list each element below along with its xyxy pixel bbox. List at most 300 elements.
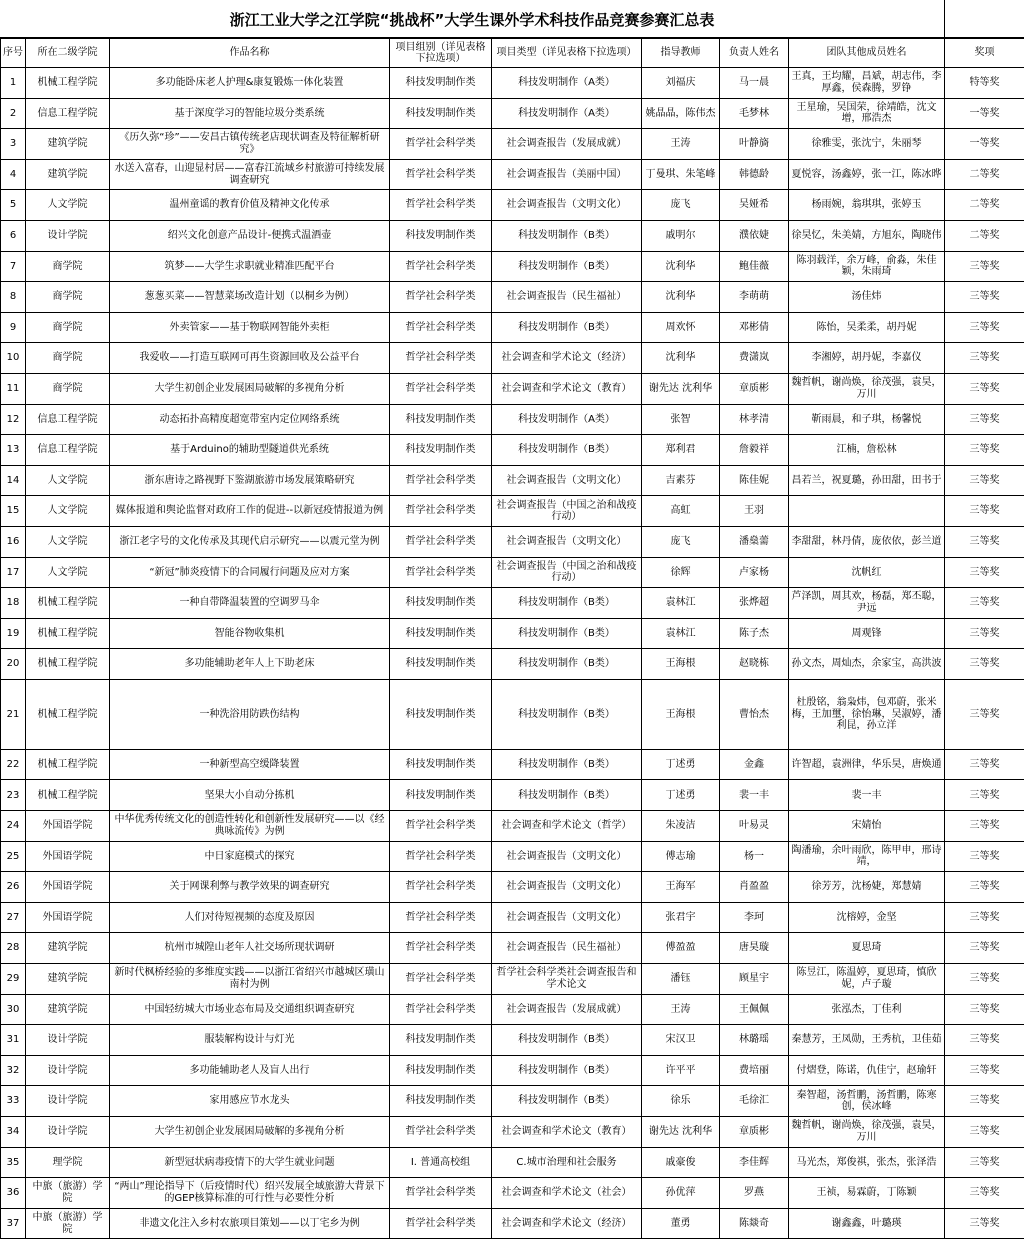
- cell-index: 34: [1, 1117, 26, 1148]
- cell-group: 哲学社会科学类: [390, 526, 492, 557]
- cell-leader: 陈燚奇: [720, 1208, 789, 1239]
- cell-type: 科技发明制作（B类）: [492, 588, 642, 619]
- cell-award: 三等奖: [945, 1117, 1024, 1148]
- cell-college: 外国语学院: [26, 811, 110, 842]
- cell-advisor: 戚豪俊: [642, 1147, 720, 1178]
- cell-award: 三等奖: [945, 1178, 1024, 1209]
- cell-leader: 叶易灵: [720, 811, 789, 842]
- cell-college: 设计学院: [26, 1025, 110, 1056]
- cell-college: 建筑学院: [26, 159, 110, 190]
- cell-advisor: 姚晶晶，陈伟杰: [642, 98, 720, 129]
- cell-leader: 章质彬: [720, 373, 789, 404]
- table-row: [1, 964, 1024, 995]
- cell-group: 科技发明制作类: [390, 404, 492, 435]
- cell-index: 17: [1, 557, 26, 588]
- cell-index: 33: [1, 1086, 26, 1117]
- header-work-name: 作品名称: [110, 39, 390, 68]
- cell-advisor: 周欢怀: [642, 312, 720, 343]
- cell-type: 哲学社会科学类社会调查报告和学术论文: [492, 964, 642, 995]
- table-row: [1, 251, 1024, 282]
- cell-type: 社会调查和学术论文（经济）: [492, 1208, 642, 1239]
- cell-type: 社会调查报告（发展成就）: [492, 129, 642, 160]
- cell-group: 哲学社会科学类: [390, 465, 492, 496]
- cell-college: 商学院: [26, 343, 110, 374]
- cell-advisor: 王涛: [642, 994, 720, 1025]
- cell-work-name: 一种新型高空缓降装置: [110, 749, 390, 780]
- cell-members: 陈羽载洋，余万峰，俞淼，朱佳颖，朱雨琦: [789, 251, 945, 282]
- cell-award: 三等奖: [945, 251, 1024, 282]
- cell-type: 科技发明制作（A类）: [492, 98, 642, 129]
- cell-index: 10: [1, 343, 26, 374]
- table-row: [1, 618, 1024, 649]
- cell-members: 付熠登，陈诺，仇佳宁，赵瑜轩: [789, 1055, 945, 1086]
- cell-type: 社会调查报告（文明文化）: [492, 841, 642, 872]
- cell-leader: 濮依婕: [720, 220, 789, 251]
- table-row: [1, 933, 1024, 964]
- cell-members: 裴一丰: [789, 780, 945, 811]
- cell-leader: 赵晓栋: [720, 649, 789, 680]
- cell-advisor: 袁林江: [642, 588, 720, 619]
- cell-index: 24: [1, 811, 26, 842]
- table-row: [1, 1147, 1024, 1178]
- cell-group: 科技发明制作类: [390, 780, 492, 811]
- cell-leader: 李佳辉: [720, 1147, 789, 1178]
- cell-index: 15: [1, 496, 26, 527]
- cell-work-name: 媒体报道和舆论监督对政府工作的促进--以新冠疫情报道为例: [110, 496, 390, 527]
- cell-leader: 潘燊薷: [720, 526, 789, 557]
- cell-work-name: 坚果大小自动分拣机: [110, 780, 390, 811]
- cell-members: 李湘婷，胡丹妮，李嘉仪: [789, 343, 945, 374]
- cell-work-name: 动态拓扑高精度超宽带室内定位网络系统: [110, 404, 390, 435]
- cell-members: 周观锋: [789, 618, 945, 649]
- cell-college: 设计学院: [26, 220, 110, 251]
- cell-group: 哲学社会科学类: [390, 373, 492, 404]
- cell-leader: 卢家杨: [720, 557, 789, 588]
- cell-college: 机械工程学院: [26, 68, 110, 99]
- header-index: 序号: [1, 39, 26, 68]
- cell-work-name: 多功能辅助老人及盲人出行: [110, 1055, 390, 1086]
- cell-college: 建筑学院: [26, 994, 110, 1025]
- header-leader: 负责人姓名: [720, 39, 789, 68]
- cell-award: 三等奖: [945, 1086, 1024, 1117]
- cell-college: 外国语学院: [26, 841, 110, 872]
- cell-college: 人文学院: [26, 465, 110, 496]
- cell-leader: 韩德龄: [720, 159, 789, 190]
- cell-award: 三等奖: [945, 1055, 1024, 1086]
- table-row: [1, 190, 1024, 221]
- cell-leader: 顾星宇: [720, 964, 789, 995]
- cell-work-name: 服装解构设计与灯光: [110, 1025, 390, 1056]
- cell-advisor: 孙优萍: [642, 1178, 720, 1209]
- table-row: [1, 373, 1024, 404]
- cell-type: 科技发明制作（B类）: [492, 312, 642, 343]
- cell-index: 27: [1, 902, 26, 933]
- cell-award: 三等奖: [945, 588, 1024, 619]
- cell-work-name: 筑梦——大学生求职就业精准匹配平台: [110, 251, 390, 282]
- cell-type: 科技发明制作（B类）: [492, 251, 642, 282]
- title-right-cell: [944, 0, 945, 38]
- cell-members: 江楠，詹松林: [789, 435, 945, 466]
- cell-advisor: 许平平: [642, 1055, 720, 1086]
- cell-work-name: 基于深度学习的智能垃圾分类系统: [110, 98, 390, 129]
- cell-members: 张泓杰，丁佳利: [789, 994, 945, 1025]
- table-row: [1, 1086, 1024, 1117]
- cell-advisor: 谢先达 沈利华: [642, 1117, 720, 1148]
- cell-work-name: 多功能辅助老年人上下助老床: [110, 649, 390, 680]
- header-college: 所在二级学院: [26, 39, 110, 68]
- cell-index: 9: [1, 312, 26, 343]
- cell-type: 社会调查和学术论文（教育）: [492, 373, 642, 404]
- table-body: [1, 68, 1024, 1239]
- table-row: [1, 282, 1024, 313]
- cell-index: 28: [1, 933, 26, 964]
- cell-index: 13: [1, 435, 26, 466]
- cell-index: 35: [1, 1147, 26, 1178]
- cell-type: 社会调查报告（文明文化）: [492, 465, 642, 496]
- cell-group: 科技发明制作类: [390, 749, 492, 780]
- cell-members: 徐昊忆，朱美婧，方旭东，陶晓伟: [789, 220, 945, 251]
- table-row: [1, 526, 1024, 557]
- sheet-title: 浙江工业大学之江学院“挑战杯”大学生课外学术科技作品竞赛参赛汇总表: [229, 10, 715, 29]
- cell-index: 11: [1, 373, 26, 404]
- table-row: [1, 159, 1024, 190]
- table-row: [1, 435, 1024, 466]
- cell-index: 31: [1, 1025, 26, 1056]
- table-row: [1, 749, 1024, 780]
- cell-advisor: 沈利华: [642, 282, 720, 313]
- cell-college: 设计学院: [26, 1117, 110, 1148]
- cell-leader: 唐昊璇: [720, 933, 789, 964]
- cell-college: 信息工程学院: [26, 404, 110, 435]
- cell-advisor: 吉素芬: [642, 465, 720, 496]
- cell-group: 科技发明制作类: [390, 98, 492, 129]
- cell-advisor: 王涛: [642, 129, 720, 160]
- cell-type: 社会调查报告（中国之治和战疫行动）: [492, 496, 642, 527]
- cell-members: 许智超，袁洲律，华乐昊，唐焕通: [789, 749, 945, 780]
- cell-type: 社会调查报告（美丽中国）: [492, 159, 642, 190]
- cell-members: 沈榕婷，金坚: [789, 902, 945, 933]
- cell-members: [789, 496, 945, 527]
- cell-advisor: 沈利华: [642, 251, 720, 282]
- table-row: [1, 780, 1024, 811]
- cell-college: 机械工程学院: [26, 749, 110, 780]
- cell-type: 科技发明制作（A类）: [492, 404, 642, 435]
- cell-group: 哲学社会科学类: [390, 282, 492, 313]
- cell-leader: 陈佳妮: [720, 465, 789, 496]
- cell-advisor: 张智: [642, 404, 720, 435]
- cell-work-name: 多功能卧床老人护理&康复锻炼一体化装置: [110, 68, 390, 99]
- cell-group: 哲学社会科学类: [390, 872, 492, 903]
- cell-members: 夏悦容，汤鑫婷，张一江，陈冰晔: [789, 159, 945, 190]
- cell-type: 科技发明制作（B类）: [492, 618, 642, 649]
- cell-leader: 金鑫: [720, 749, 789, 780]
- cell-index: 4: [1, 159, 26, 190]
- cell-leader: 林璐瑶: [720, 1025, 789, 1056]
- cell-college: 外国语学院: [26, 902, 110, 933]
- cell-members: 魏哲帆，谢尚焕，徐茂强，袁昊，万川: [789, 373, 945, 404]
- table-row: [1, 1208, 1024, 1239]
- cell-members: 王祯，易霖蔚，丁陈颖: [789, 1178, 945, 1209]
- cell-work-name: 智能谷物收集机: [110, 618, 390, 649]
- cell-advisor: 傅志瑜: [642, 841, 720, 872]
- table-row: [1, 312, 1024, 343]
- cell-college: 外国语学院: [26, 872, 110, 903]
- cell-award: 三等奖: [945, 404, 1024, 435]
- cell-college: 信息工程学院: [26, 98, 110, 129]
- cell-type: 科技发明制作（B类）: [492, 1086, 642, 1117]
- cell-college: 人文学院: [26, 496, 110, 527]
- header-type: 项目类型（详见表格下拉选项）: [492, 39, 642, 68]
- cell-members: 王星瑜，吴国荣，徐靖皓，沈文增，邢浩杰: [789, 98, 945, 129]
- cell-index: 25: [1, 841, 26, 872]
- cell-work-name: 中华优秀传统文化的创造性转化和创新性发展研究——以《经典咏流传》为例: [110, 811, 390, 842]
- cell-advisor: 谢先达 沈利华: [642, 373, 720, 404]
- cell-index: 7: [1, 251, 26, 282]
- cell-award: 三等奖: [945, 1208, 1024, 1239]
- cell-advisor: 庞飞: [642, 526, 720, 557]
- summary-table: [0, 38, 1024, 1239]
- header-row: [1, 39, 1024, 68]
- cell-members: 沈帆红: [789, 557, 945, 588]
- cell-members: 宋婧怡: [789, 811, 945, 842]
- cell-members: 谢鑫鑫，叶璐瑛: [789, 1208, 945, 1239]
- cell-advisor: 朱凌洁: [642, 811, 720, 842]
- cell-members: 秦智超，汤哲鹏，汤哲鹏，陈寒创，侯冰峰: [789, 1086, 945, 1117]
- table-row: [1, 68, 1024, 99]
- cell-index: 14: [1, 465, 26, 496]
- cell-type: 社会调查和学术论文（社会）: [492, 1178, 642, 1209]
- cell-award: 三等奖: [945, 282, 1024, 313]
- cell-advisor: 董勇: [642, 1208, 720, 1239]
- cell-index: 23: [1, 780, 26, 811]
- cell-work-name: 大学生初创企业发展困局破解的多视角分析: [110, 1117, 390, 1148]
- cell-index: 26: [1, 872, 26, 903]
- cell-award: 三等奖: [945, 649, 1024, 680]
- cell-type: 社会调查和学术论文（哲学）: [492, 811, 642, 842]
- cell-leader: 詹毅祥: [720, 435, 789, 466]
- cell-type: 社会调查报告（中国之治和战疫行动）: [492, 557, 642, 588]
- title-row: [0, 0, 1024, 38]
- cell-work-name: 新时代枫桥经验的多维度实践——以浙江省绍兴市越城区璜山南村为例: [110, 964, 390, 995]
- cell-group: 哲学社会科学类: [390, 190, 492, 221]
- cell-leader: 吴娅希: [720, 190, 789, 221]
- cell-advisor: 王海军: [642, 872, 720, 903]
- cell-members: 徐芳芳，沈杨婕，郑慧婧: [789, 872, 945, 903]
- cell-college: 商学院: [26, 312, 110, 343]
- cell-index: 20: [1, 649, 26, 680]
- cell-advisor: 戚明尔: [642, 220, 720, 251]
- cell-work-name: “两山”理论指导下（后疫情时代）绍兴发展全域旅游大背景下的GEP核算标准的可行性与必要性分析: [110, 1178, 390, 1209]
- cell-group: 哲学社会科学类: [390, 994, 492, 1025]
- cell-group: 哲学社会科学类: [390, 841, 492, 872]
- table-row: [1, 343, 1024, 374]
- cell-college: 机械工程学院: [26, 649, 110, 680]
- cell-group: 哲学社会科学类: [390, 343, 492, 374]
- cell-award: 二等奖: [945, 220, 1024, 251]
- cell-index: 18: [1, 588, 26, 619]
- cell-group: 哲学社会科学类: [390, 251, 492, 282]
- cell-leader: 李珂: [720, 902, 789, 933]
- cell-index: 37: [1, 1208, 26, 1239]
- cell-type: 社会调查报告（民生福祉）: [492, 282, 642, 313]
- cell-group: 科技发明制作类: [390, 588, 492, 619]
- cell-members: 杨雨婉，翁琪琪，张婷玉: [789, 190, 945, 221]
- cell-group: 科技发明制作类: [390, 1086, 492, 1117]
- cell-college: 机械工程学院: [26, 679, 110, 749]
- cell-leader: 张烨超: [720, 588, 789, 619]
- cell-group: 科技发明制作类: [390, 68, 492, 99]
- cell-group: 哲学社会科学类: [390, 159, 492, 190]
- cell-work-name: 外卖管家——基于物联网智能外卖柜: [110, 312, 390, 343]
- table-row: [1, 557, 1024, 588]
- cell-group: I. 普通高校组: [390, 1147, 492, 1178]
- cell-leader: 曹怡杰: [720, 679, 789, 749]
- cell-type: 科技发明制作（B类）: [492, 649, 642, 680]
- cell-leader: 叶静旖: [720, 129, 789, 160]
- cell-group: 哲学社会科学类: [390, 811, 492, 842]
- cell-group: 哲学社会科学类: [390, 933, 492, 964]
- cell-award: 三等奖: [945, 496, 1024, 527]
- table-row: [1, 1117, 1024, 1148]
- cell-college: 商学院: [26, 373, 110, 404]
- cell-leader: 王羽: [720, 496, 789, 527]
- table-row: [1, 1055, 1024, 1086]
- table-row: [1, 841, 1024, 872]
- cell-index: 19: [1, 618, 26, 649]
- cell-group: 科技发明制作类: [390, 618, 492, 649]
- cell-leader: 裴一丰: [720, 780, 789, 811]
- cell-members: 夏思琦: [789, 933, 945, 964]
- table-row: [1, 129, 1024, 160]
- table-row: [1, 404, 1024, 435]
- cell-award: 三等奖: [945, 343, 1024, 374]
- cell-type: C.城市治理和社会服务: [492, 1147, 642, 1178]
- cell-members: 汤佳炜: [789, 282, 945, 313]
- cell-leader: 马一晨: [720, 68, 789, 99]
- table-row: [1, 496, 1024, 527]
- table-row: [1, 872, 1024, 903]
- cell-advisor: 刘福庆: [642, 68, 720, 99]
- cell-work-name: 非遗文化注入乡村农旅项目策划——以丁宅乡为例: [110, 1208, 390, 1239]
- table-row: [1, 465, 1024, 496]
- cell-leader: 费潇岚: [720, 343, 789, 374]
- cell-type: 科技发明制作（B类）: [492, 435, 642, 466]
- cell-college: 机械工程学院: [26, 588, 110, 619]
- cell-index: 16: [1, 526, 26, 557]
- cell-award: 三等奖: [945, 618, 1024, 649]
- cell-index: 8: [1, 282, 26, 313]
- cell-members: 陈昱江，陈温婷，夏思琦，慎欣妮，卢子璇: [789, 964, 945, 995]
- cell-leader: 陈子杰: [720, 618, 789, 649]
- cell-college: 人文学院: [26, 190, 110, 221]
- cell-work-name: 温州童谣的教育价值及精神文化传承: [110, 190, 390, 221]
- cell-group: 科技发明制作类: [390, 1055, 492, 1086]
- cell-members: 靳雨晨，和子琪，杨馨悦: [789, 404, 945, 435]
- cell-group: 哲学社会科学类: [390, 129, 492, 160]
- cell-group: 科技发明制作类: [390, 649, 492, 680]
- cell-advisor: 王海根: [642, 649, 720, 680]
- cell-award: 三等奖: [945, 780, 1024, 811]
- cell-award: 特等奖: [945, 68, 1024, 99]
- cell-work-name: 水送入富春，山迎显村居——富春江流域乡村旅游可持续发展调查研究: [110, 159, 390, 190]
- cell-college: 商学院: [26, 251, 110, 282]
- cell-leader: 鲍佳薇: [720, 251, 789, 282]
- header-advisor: 指导教师: [642, 39, 720, 68]
- cell-members: 孙文杰，周灿杰，余家宝，高洪波: [789, 649, 945, 680]
- cell-group: 科技发明制作类: [390, 1025, 492, 1056]
- cell-members: 陶潘瑜，余叶雨欣，陈甲申，邢诗靖，: [789, 841, 945, 872]
- cell-index: 22: [1, 749, 26, 780]
- cell-award: 三等奖: [945, 811, 1024, 842]
- cell-award: 二等奖: [945, 190, 1024, 221]
- cell-award: 三等奖: [945, 749, 1024, 780]
- cell-college: 商学院: [26, 282, 110, 313]
- cell-advisor: 丁述勇: [642, 780, 720, 811]
- cell-award: 三等奖: [945, 964, 1024, 995]
- cell-work-name: 家用感应节水龙头: [110, 1086, 390, 1117]
- cell-award: 三等奖: [945, 465, 1024, 496]
- cell-type: 科技发明制作（B类）: [492, 1025, 642, 1056]
- cell-members: 秦慧芳，王凤勋，王秀杭，卫佳茹: [789, 1025, 945, 1056]
- cell-members: 徐雅雯，张沈宁，朱丽琴: [789, 129, 945, 160]
- cell-type: 社会调查报告（文明文化）: [492, 872, 642, 903]
- cell-index: 36: [1, 1178, 26, 1209]
- cell-award: 三等奖: [945, 872, 1024, 903]
- table-row: [1, 1178, 1024, 1209]
- cell-advisor: 高虹: [642, 496, 720, 527]
- cell-group: 哲学社会科学类: [390, 557, 492, 588]
- cell-advisor: 潘钰: [642, 964, 720, 995]
- cell-index: 6: [1, 220, 26, 251]
- cell-leader: 费培丽: [720, 1055, 789, 1086]
- cell-group: 哲学社会科学类: [390, 902, 492, 933]
- cell-college: 中旅（旅游）学院: [26, 1208, 110, 1239]
- cell-advisor: 傅盈盈: [642, 933, 720, 964]
- cell-group: 哲学社会科学类: [390, 964, 492, 995]
- cell-award: 三等奖: [945, 841, 1024, 872]
- cell-members: 陈怡，吴柔柔，胡丹妮: [789, 312, 945, 343]
- cell-award: 三等奖: [945, 933, 1024, 964]
- table-row: [1, 1025, 1024, 1056]
- cell-work-name: 《历久弥“珍”——安昌古镇传统老店现状调查及特征解析研究》: [110, 129, 390, 160]
- table-row: [1, 588, 1024, 619]
- cell-type: 社会调查报告（民生福祉）: [492, 933, 642, 964]
- cell-advisor: 宋汉卫: [642, 1025, 720, 1056]
- header-group: 项目组别（详见表格下拉选项）: [390, 39, 492, 68]
- header-award: 奖项: [945, 39, 1024, 68]
- cell-members: 李甜甜，林丹倩，庞依依，彭兰道: [789, 526, 945, 557]
- cell-advisor: 庞飞: [642, 190, 720, 221]
- cell-type: 科技发明制作（B类）: [492, 1055, 642, 1086]
- cell-advisor: 丁述勇: [642, 749, 720, 780]
- cell-award: 三等奖: [945, 679, 1024, 749]
- cell-work-name: 浙东唐诗之路视野下鉴湖旅游市场发展策略研究: [110, 465, 390, 496]
- cell-award: 二等奖: [945, 159, 1024, 190]
- cell-type: 社会调查和学术论文（经济）: [492, 343, 642, 374]
- table-row: [1, 994, 1024, 1025]
- cell-members: 马光杰，郑俊祺，张杰，张泽浩: [789, 1147, 945, 1178]
- cell-leader: 罗燕: [720, 1178, 789, 1209]
- cell-award: 一等奖: [945, 98, 1024, 129]
- cell-leader: 杨一: [720, 841, 789, 872]
- cell-work-name: 一种自带降温装置的空调罗马伞: [110, 588, 390, 619]
- cell-advisor: 郑利君: [642, 435, 720, 466]
- table-row: [1, 649, 1024, 680]
- cell-index: 21: [1, 679, 26, 749]
- cell-work-name: 葱葱买菜——智慧菜场改造计划（以桐乡为例）: [110, 282, 390, 313]
- cell-award: 三等奖: [945, 373, 1024, 404]
- cell-award: 三等奖: [945, 1147, 1024, 1178]
